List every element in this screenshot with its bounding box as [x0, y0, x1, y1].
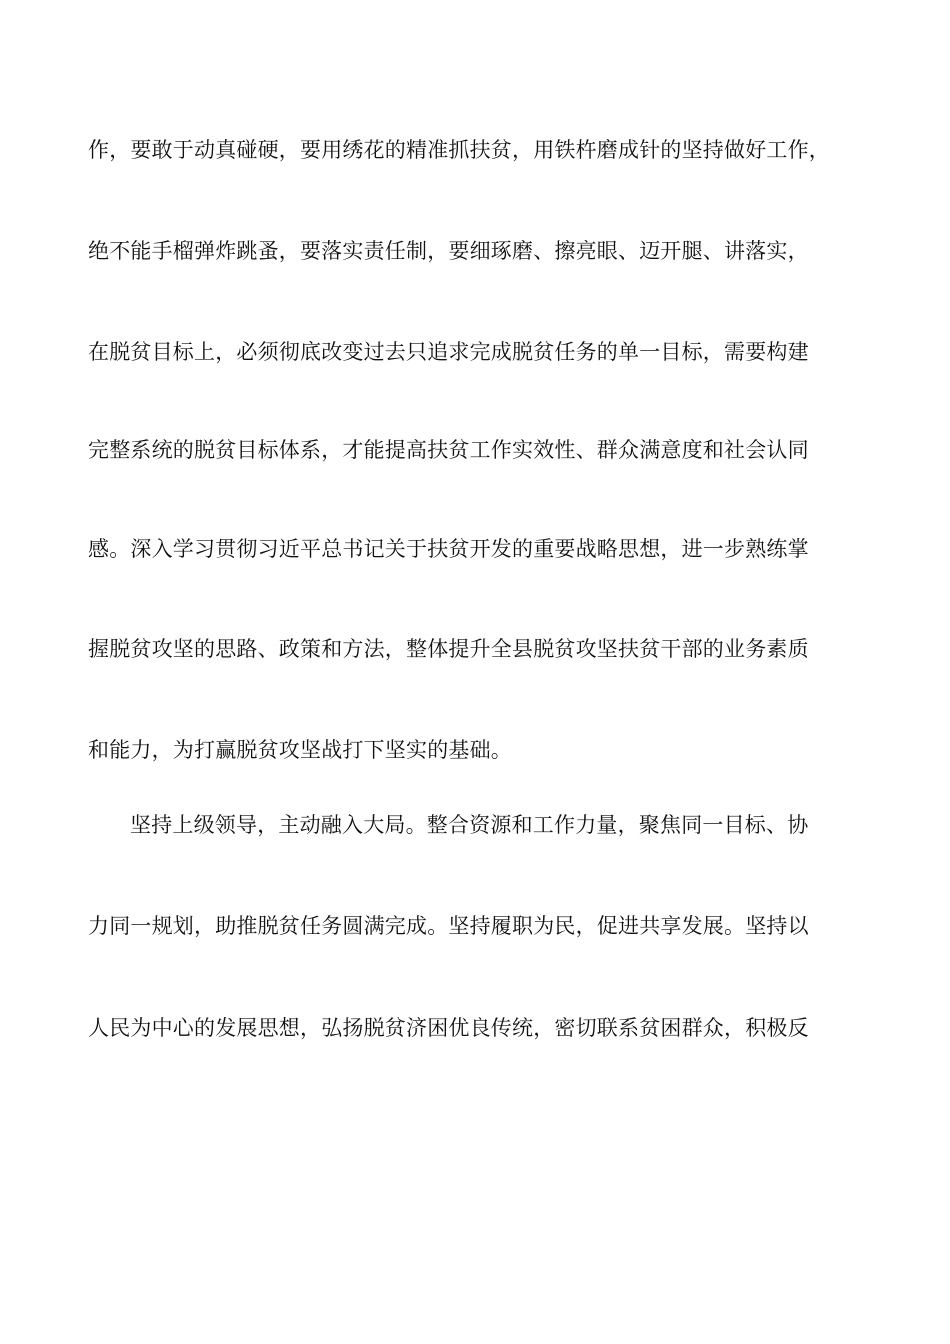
paragraph-line: 和能力，为打赢脱贫攻坚战打下坚实的基础。	[88, 738, 512, 762]
paragraph-line: 完整系统的脱贫目标体系，才能提高扶贫工作实效性、群众满意度和社会认同	[88, 438, 809, 462]
paragraph-line: 握脱贫攻坚的思路、政策和方法，整体提升全县脱贫攻坚扶贫干部的业务素质	[88, 637, 809, 661]
paragraph-line: 在脱贫目标上，必须彻底改变过去只追求完成脱贫任务的单一目标，需要构建	[88, 340, 809, 364]
paragraph-line: 绝不能手榴弹炸跳蚤，要落实责任制，要细琢磨、擦亮眼、迈开腿、讲落实，	[88, 239, 809, 263]
paragraph-line: 坚持上级领导，主动融入大局。整合资源和工作力量，聚焦同一目标、协	[130, 813, 809, 837]
paragraph-line: 作，要敢于动真碰硬，要用绣花的精准抓扶贫，用铁杵磨成针的坚持做好工作，	[88, 138, 830, 162]
paragraph-line: 感。深入学习贯彻习近平总书记关于扶贫开发的重要战略思想，进一步熟练掌	[88, 537, 809, 561]
paragraph-line: 人民为中心的发展思想，弘扬脱贫济困优良传统，密切联系贫困群众，积极反	[88, 1016, 809, 1040]
paragraph-line: 力同一规划，助推脱贫任务圆满完成。坚持履职为民，促进共享发展。坚持以	[88, 914, 809, 938]
